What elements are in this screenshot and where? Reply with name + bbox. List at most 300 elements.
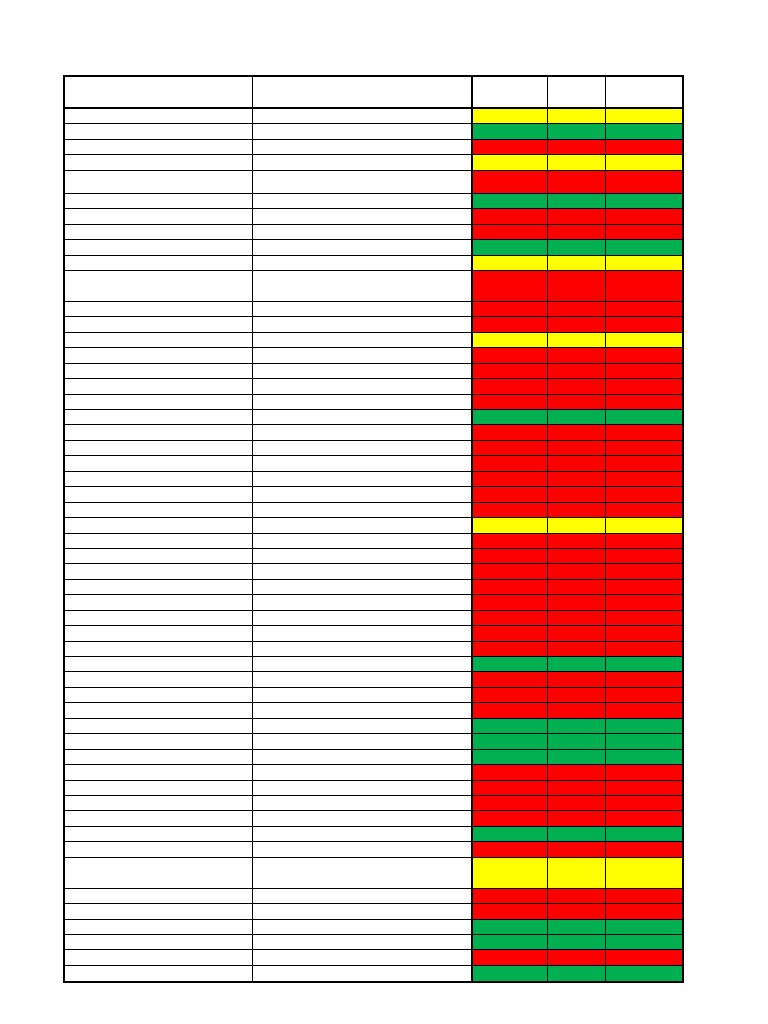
status-cell[interactable] xyxy=(473,564,548,578)
status-cell[interactable] xyxy=(548,518,606,532)
table-row xyxy=(65,811,682,826)
status-cell[interactable] xyxy=(548,642,606,656)
status-cell[interactable] xyxy=(473,518,548,532)
status-cell[interactable] xyxy=(473,935,548,949)
description-cell[interactable] xyxy=(253,750,473,764)
item-cell[interactable] xyxy=(65,811,253,825)
status-cell[interactable] xyxy=(606,109,682,123)
status-cell[interactable] xyxy=(606,920,682,934)
item-cell[interactable] xyxy=(65,271,253,301)
status-cell[interactable] xyxy=(473,611,548,625)
item-cell[interactable] xyxy=(65,209,253,223)
description-cell[interactable] xyxy=(253,425,473,439)
description-cell[interactable] xyxy=(253,140,473,154)
item-cell[interactable] xyxy=(65,827,253,841)
description-cell[interactable] xyxy=(253,580,473,594)
item-cell[interactable] xyxy=(65,240,253,254)
status-cell[interactable] xyxy=(548,688,606,702)
item-cell[interactable] xyxy=(65,109,253,123)
status-cell[interactable] xyxy=(606,611,682,625)
item-cell[interactable] xyxy=(65,734,253,748)
item-cell[interactable] xyxy=(65,842,253,856)
item-cell[interactable] xyxy=(65,317,253,331)
status-cell[interactable] xyxy=(548,611,606,625)
table-row xyxy=(65,333,682,348)
table-row xyxy=(65,580,682,595)
status-cell[interactable] xyxy=(473,487,548,501)
table-row xyxy=(65,425,682,440)
description-cell[interactable] xyxy=(253,410,473,424)
status-cell[interactable] xyxy=(606,580,682,594)
description-cell[interactable] xyxy=(253,487,473,501)
status-cell[interactable] xyxy=(473,240,548,254)
status-cell[interactable] xyxy=(473,140,548,154)
description-cell[interactable] xyxy=(253,441,473,455)
status-cell[interactable] xyxy=(548,379,606,393)
status-cell[interactable] xyxy=(606,456,682,470)
description-cell[interactable] xyxy=(253,317,473,331)
status-cell[interactable] xyxy=(606,734,682,748)
description-cell[interactable] xyxy=(253,171,473,193)
item-cell[interactable] xyxy=(65,364,253,378)
status-cell[interactable] xyxy=(606,595,682,609)
status-cell[interactable] xyxy=(548,950,606,964)
status-cell[interactable] xyxy=(606,317,682,331)
description-cell[interactable] xyxy=(253,920,473,934)
item-cell[interactable] xyxy=(65,410,253,424)
status-cell[interactable] xyxy=(548,194,606,208)
item-cell[interactable] xyxy=(65,611,253,625)
description-cell[interactable] xyxy=(253,950,473,964)
item-cell[interactable] xyxy=(65,487,253,501)
description-cell[interactable] xyxy=(253,456,473,470)
status-cell[interactable] xyxy=(473,124,548,138)
item-cell[interactable] xyxy=(65,441,253,455)
status-cell[interactable] xyxy=(548,410,606,424)
status-cell[interactable] xyxy=(606,672,682,686)
status-cell[interactable] xyxy=(548,811,606,825)
item-cell[interactable] xyxy=(65,657,253,671)
item-cell[interactable] xyxy=(65,171,253,193)
status-cell[interactable] xyxy=(473,920,548,934)
status-cell[interactable] xyxy=(473,657,548,671)
status-cell[interactable] xyxy=(606,549,682,563)
status-cell[interactable] xyxy=(473,626,548,640)
description-cell[interactable] xyxy=(253,796,473,810)
item-cell[interactable] xyxy=(65,688,253,702)
status-cell[interactable] xyxy=(548,750,606,764)
item-cell[interactable] xyxy=(65,781,253,795)
description-cell[interactable] xyxy=(253,781,473,795)
status-cell[interactable] xyxy=(548,920,606,934)
status-cell[interactable] xyxy=(473,209,548,223)
status-cell[interactable] xyxy=(606,271,682,301)
table-row xyxy=(65,472,682,487)
status-cell[interactable] xyxy=(548,703,606,717)
item-cell[interactable] xyxy=(65,534,253,548)
status-cell[interactable] xyxy=(606,379,682,393)
description-cell[interactable] xyxy=(253,395,473,409)
table-row xyxy=(65,626,682,641)
table-row xyxy=(65,487,682,502)
status-cell[interactable] xyxy=(606,140,682,154)
item-cell[interactable] xyxy=(65,642,253,656)
description-cell[interactable] xyxy=(253,966,473,981)
status-cell[interactable] xyxy=(606,842,682,856)
status-cell[interactable] xyxy=(548,734,606,748)
status-cell[interactable] xyxy=(473,719,548,733)
status-cell[interactable] xyxy=(473,410,548,424)
status-cell[interactable] xyxy=(473,302,548,316)
status-cell[interactable] xyxy=(606,364,682,378)
description-cell[interactable] xyxy=(253,889,473,903)
status-cell[interactable] xyxy=(473,534,548,548)
table-row xyxy=(65,595,682,610)
status-cell[interactable] xyxy=(473,317,548,331)
status-cell[interactable] xyxy=(606,395,682,409)
status-cell[interactable] xyxy=(548,595,606,609)
description-cell[interactable] xyxy=(253,549,473,563)
table-row xyxy=(65,827,682,842)
item-cell[interactable] xyxy=(65,626,253,640)
status-cell[interactable] xyxy=(548,719,606,733)
status-cell[interactable] xyxy=(473,950,548,964)
status-cell[interactable] xyxy=(548,858,606,888)
description-cell[interactable] xyxy=(253,734,473,748)
description-cell[interactable] xyxy=(253,719,473,733)
status-cell[interactable] xyxy=(606,518,682,532)
status-cell[interactable] xyxy=(548,271,606,301)
status-cell[interactable] xyxy=(548,564,606,578)
status-cell[interactable] xyxy=(473,750,548,764)
item-cell[interactable] xyxy=(65,140,253,154)
status-cell[interactable] xyxy=(473,456,548,470)
table-row xyxy=(65,364,682,379)
description-cell[interactable] xyxy=(253,657,473,671)
item-cell[interactable] xyxy=(65,920,253,934)
table-row xyxy=(65,889,682,904)
description-cell[interactable] xyxy=(253,472,473,486)
description-cell[interactable] xyxy=(253,842,473,856)
description-cell[interactable] xyxy=(253,564,473,578)
status-cell[interactable] xyxy=(548,765,606,779)
description-cell[interactable] xyxy=(253,302,473,316)
description-cell[interactable] xyxy=(253,194,473,208)
status-cell[interactable] xyxy=(548,364,606,378)
table-row xyxy=(65,256,682,271)
item-cell[interactable] xyxy=(65,456,253,470)
status-cell[interactable] xyxy=(606,534,682,548)
item-cell[interactable] xyxy=(65,935,253,949)
table-row xyxy=(65,611,682,626)
status-cell[interactable] xyxy=(606,642,682,656)
status-cell[interactable] xyxy=(548,441,606,455)
status-cell[interactable] xyxy=(548,935,606,949)
status-cell[interactable] xyxy=(548,503,606,517)
item-cell[interactable] xyxy=(65,950,253,964)
status-cell[interactable] xyxy=(473,194,548,208)
description-cell[interactable] xyxy=(253,364,473,378)
description-cell[interactable] xyxy=(253,348,473,362)
status-cell[interactable] xyxy=(548,456,606,470)
status-cell[interactable] xyxy=(606,256,682,270)
status-cell[interactable] xyxy=(548,140,606,154)
status-cell[interactable] xyxy=(473,441,548,455)
item-cell[interactable] xyxy=(65,425,253,439)
status-cell[interactable] xyxy=(606,348,682,362)
item-cell[interactable] xyxy=(65,703,253,717)
status-cell[interactable] xyxy=(606,441,682,455)
status-cell[interactable] xyxy=(548,842,606,856)
item-cell[interactable] xyxy=(65,549,253,563)
item-cell[interactable] xyxy=(65,379,253,393)
status-cell[interactable] xyxy=(606,564,682,578)
status-cell[interactable] xyxy=(473,858,548,888)
description-cell[interactable] xyxy=(253,209,473,223)
status-cell[interactable] xyxy=(606,719,682,733)
status-cell[interactable] xyxy=(473,904,548,918)
header-cell-1[interactable] xyxy=(65,77,253,107)
status-cell[interactable] xyxy=(548,781,606,795)
status-cell[interactable] xyxy=(548,487,606,501)
description-cell[interactable] xyxy=(253,703,473,717)
status-cell[interactable] xyxy=(548,626,606,640)
table-row xyxy=(65,209,682,224)
description-cell[interactable] xyxy=(253,858,473,888)
status-cell[interactable] xyxy=(606,750,682,764)
header-cell-4[interactable] xyxy=(548,77,606,107)
status-cell[interactable] xyxy=(473,966,548,981)
description-cell[interactable] xyxy=(253,672,473,686)
status-cell[interactable] xyxy=(606,333,682,347)
item-cell[interactable] xyxy=(65,124,253,138)
description-cell[interactable] xyxy=(253,827,473,841)
status-cell[interactable] xyxy=(473,595,548,609)
status-cell[interactable] xyxy=(548,549,606,563)
description-cell[interactable] xyxy=(253,256,473,270)
status-cell[interactable] xyxy=(606,657,682,671)
status-cell[interactable] xyxy=(473,642,548,656)
status-cell[interactable] xyxy=(606,487,682,501)
status-cell[interactable] xyxy=(548,240,606,254)
status-cell[interactable] xyxy=(606,688,682,702)
status-cell[interactable] xyxy=(473,703,548,717)
table-row xyxy=(65,194,682,209)
status-cell[interactable] xyxy=(548,827,606,841)
status-cell[interactable] xyxy=(548,171,606,193)
status-cell[interactable] xyxy=(548,580,606,594)
table-row xyxy=(65,703,682,718)
status-cell[interactable] xyxy=(548,256,606,270)
description-cell[interactable] xyxy=(253,534,473,548)
header-cell-5[interactable] xyxy=(606,77,682,107)
status-cell[interactable] xyxy=(606,935,682,949)
description-cell[interactable] xyxy=(253,240,473,254)
description-cell[interactable] xyxy=(253,271,473,301)
status-cell[interactable] xyxy=(606,781,682,795)
status-cell[interactable] xyxy=(606,302,682,316)
status-cell[interactable] xyxy=(606,827,682,841)
item-cell[interactable] xyxy=(65,302,253,316)
status-cell[interactable] xyxy=(548,395,606,409)
item-cell[interactable] xyxy=(65,580,253,594)
status-cell[interactable] xyxy=(473,333,548,347)
item-cell[interactable] xyxy=(65,395,253,409)
status-cell[interactable] xyxy=(473,842,548,856)
item-cell[interactable] xyxy=(65,333,253,347)
status-cell[interactable] xyxy=(473,271,548,301)
status-cell[interactable] xyxy=(473,348,548,362)
status-cell[interactable] xyxy=(473,109,548,123)
status-cell[interactable] xyxy=(473,765,548,779)
status-cell[interactable] xyxy=(606,626,682,640)
status-cell[interactable] xyxy=(606,410,682,424)
item-cell[interactable] xyxy=(65,889,253,903)
status-cell[interactable] xyxy=(473,171,548,193)
item-cell[interactable] xyxy=(65,564,253,578)
status-cell[interactable] xyxy=(548,796,606,810)
status-cell[interactable] xyxy=(548,302,606,316)
status-cell[interactable] xyxy=(548,209,606,223)
table-row xyxy=(65,920,682,935)
table-row xyxy=(65,140,682,155)
status-cell[interactable] xyxy=(473,811,548,825)
status-cell[interactable] xyxy=(606,209,682,223)
status-cell[interactable] xyxy=(548,225,606,239)
status-cell[interactable] xyxy=(473,688,548,702)
status-cell[interactable] xyxy=(473,549,548,563)
item-cell[interactable] xyxy=(65,858,253,888)
status-cell[interactable] xyxy=(606,240,682,254)
item-cell[interactable] xyxy=(65,348,253,362)
item-cell[interactable] xyxy=(65,503,253,517)
status-cell[interactable] xyxy=(548,348,606,362)
item-cell[interactable] xyxy=(65,765,253,779)
item-cell[interactable] xyxy=(65,256,253,270)
status-cell[interactable] xyxy=(473,889,548,903)
status-cell[interactable] xyxy=(606,155,682,169)
status-cell[interactable] xyxy=(548,889,606,903)
status-cell[interactable] xyxy=(606,904,682,918)
status-cell[interactable] xyxy=(606,171,682,193)
status-cell[interactable] xyxy=(606,796,682,810)
table-row xyxy=(65,781,682,796)
table-row xyxy=(65,564,682,579)
status-cell[interactable] xyxy=(606,425,682,439)
item-cell[interactable] xyxy=(65,595,253,609)
description-cell[interactable] xyxy=(253,109,473,123)
item-cell[interactable] xyxy=(65,518,253,532)
status-cell[interactable] xyxy=(473,364,548,378)
status-cell[interactable] xyxy=(473,580,548,594)
status-cell[interactable] xyxy=(473,425,548,439)
item-cell[interactable] xyxy=(65,750,253,764)
header-cell-3[interactable] xyxy=(473,77,548,107)
item-cell[interactable] xyxy=(65,719,253,733)
item-cell[interactable] xyxy=(65,194,253,208)
description-cell[interactable] xyxy=(253,642,473,656)
status-cell[interactable] xyxy=(473,225,548,239)
status-cell[interactable] xyxy=(473,395,548,409)
item-cell[interactable] xyxy=(65,225,253,239)
status-cell[interactable] xyxy=(606,124,682,138)
description-cell[interactable] xyxy=(253,904,473,918)
description-cell[interactable] xyxy=(253,765,473,779)
description-cell[interactable] xyxy=(253,595,473,609)
status-cell[interactable] xyxy=(548,904,606,918)
status-cell[interactable] xyxy=(473,256,548,270)
status-cell[interactable] xyxy=(473,781,548,795)
status-cell[interactable] xyxy=(473,155,548,169)
status-cell[interactable] xyxy=(473,503,548,517)
description-cell[interactable] xyxy=(253,518,473,532)
status-cell[interactable] xyxy=(473,472,548,486)
table-row xyxy=(65,842,682,857)
header-cell-2[interactable] xyxy=(253,77,473,107)
status-cell[interactable] xyxy=(473,672,548,686)
status-cell[interactable] xyxy=(548,109,606,123)
status-cell[interactable] xyxy=(606,889,682,903)
item-cell[interactable] xyxy=(65,904,253,918)
status-cell[interactable] xyxy=(548,124,606,138)
item-cell[interactable] xyxy=(65,796,253,810)
status-cell[interactable] xyxy=(606,950,682,964)
item-cell[interactable] xyxy=(65,472,253,486)
status-cell[interactable] xyxy=(548,472,606,486)
status-cell[interactable] xyxy=(548,966,606,981)
status-cell[interactable] xyxy=(548,534,606,548)
status-cell[interactable] xyxy=(606,858,682,888)
status-cell[interactable] xyxy=(473,827,548,841)
description-cell[interactable] xyxy=(253,688,473,702)
status-cell[interactable] xyxy=(548,672,606,686)
status-cell[interactable] xyxy=(473,379,548,393)
status-cell[interactable] xyxy=(606,703,682,717)
description-cell[interactable] xyxy=(253,811,473,825)
description-cell[interactable] xyxy=(253,225,473,239)
description-cell[interactable] xyxy=(253,626,473,640)
status-cell[interactable] xyxy=(548,317,606,331)
item-cell[interactable] xyxy=(65,155,253,169)
status-cell[interactable] xyxy=(606,472,682,486)
status-cell[interactable] xyxy=(473,796,548,810)
status-cell[interactable] xyxy=(606,503,682,517)
status-cell[interactable] xyxy=(473,734,548,748)
status-cell[interactable] xyxy=(606,194,682,208)
item-cell[interactable] xyxy=(65,966,253,981)
description-cell[interactable] xyxy=(253,503,473,517)
status-cell[interactable] xyxy=(548,155,606,169)
description-cell[interactable] xyxy=(253,611,473,625)
status-cell[interactable] xyxy=(606,811,682,825)
table-row xyxy=(65,155,682,170)
status-cell[interactable] xyxy=(606,966,682,981)
table-row xyxy=(65,642,682,657)
status-cell[interactable] xyxy=(606,225,682,239)
table-row xyxy=(65,904,682,919)
description-cell[interactable] xyxy=(253,155,473,169)
description-cell[interactable] xyxy=(253,379,473,393)
status-cell[interactable] xyxy=(548,657,606,671)
description-cell[interactable] xyxy=(253,935,473,949)
table-row xyxy=(65,240,682,255)
description-cell[interactable] xyxy=(253,333,473,347)
status-cell[interactable] xyxy=(548,333,606,347)
status-cell[interactable] xyxy=(606,765,682,779)
status-cell[interactable] xyxy=(548,425,606,439)
description-cell[interactable] xyxy=(253,124,473,138)
item-cell[interactable] xyxy=(65,672,253,686)
